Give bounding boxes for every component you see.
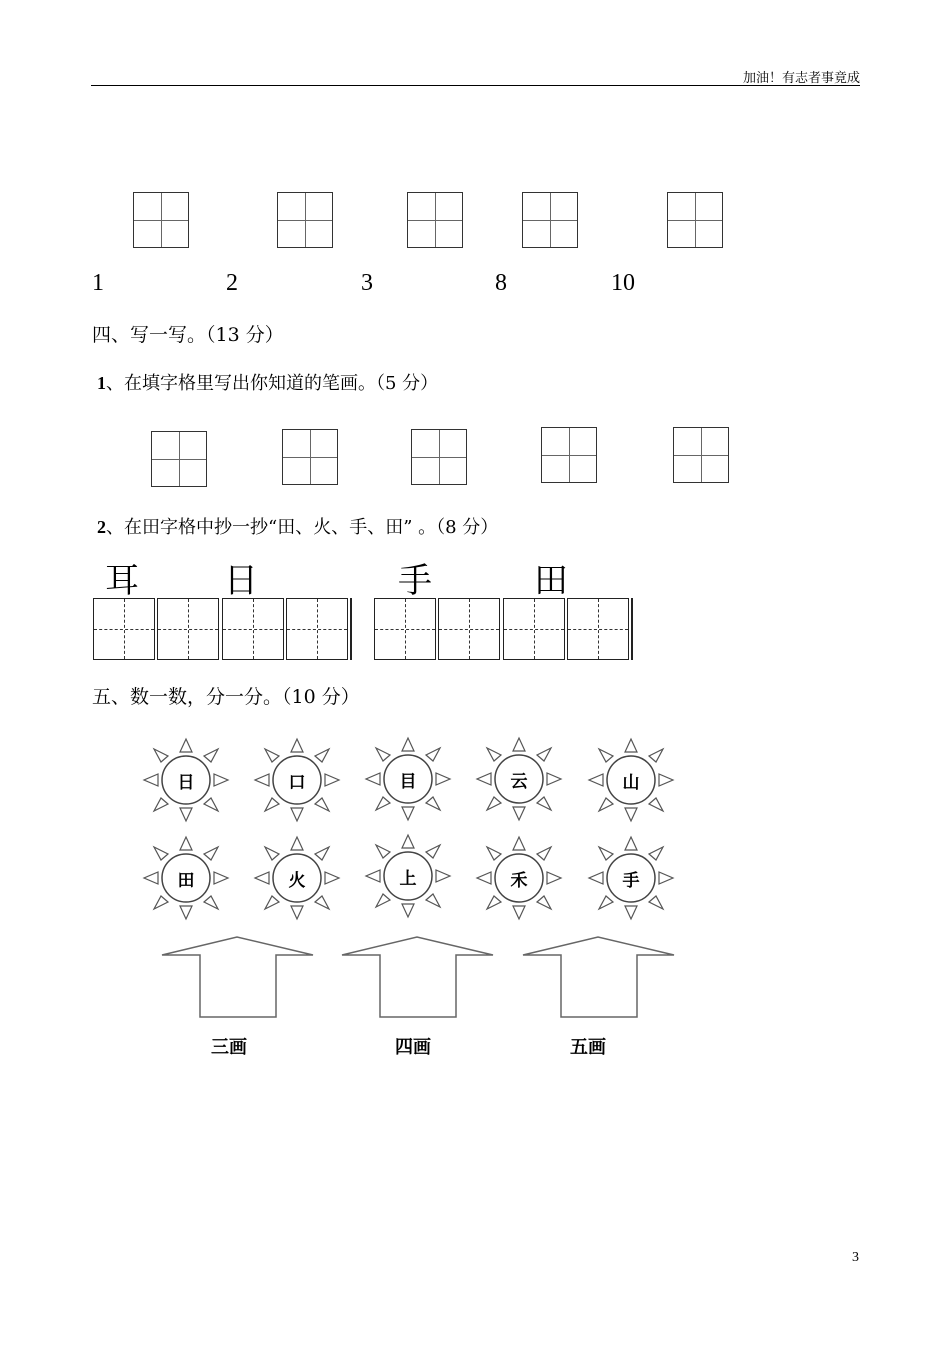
number-label: 10 bbox=[611, 270, 635, 296]
sun-char: 云 bbox=[510, 772, 528, 792]
question-1-text: 、在填字格里写出你知道的笔画。（5 分） bbox=[106, 373, 439, 394]
sun-card[interactable] bbox=[247, 737, 347, 827]
sun-char: 禾 bbox=[510, 871, 528, 891]
tian-grid-cell[interactable] bbox=[93, 598, 155, 660]
category-label: 四画 bbox=[395, 1037, 431, 1058]
question-2-text: 、在田字格中抄一抄“田、火、手、田” 。（8 分） bbox=[106, 517, 499, 538]
model-char: 田 bbox=[534, 561, 568, 601]
number-label: 3 bbox=[361, 270, 373, 296]
tian-grid-cell[interactable] bbox=[222, 598, 284, 660]
question-1 bbox=[97, 369, 438, 395]
sun-card[interactable] bbox=[358, 833, 458, 923]
stroke-box-3[interactable] bbox=[411, 429, 467, 485]
category-label: 五画 bbox=[570, 1037, 606, 1058]
model-char: 日 bbox=[224, 561, 258, 601]
house-arrow-icon[interactable] bbox=[160, 935, 315, 1020]
stroke-box-5[interactable] bbox=[673, 427, 729, 483]
model-char: 耳 bbox=[105, 561, 139, 601]
grid-divider bbox=[350, 598, 352, 660]
number-label: 1 bbox=[92, 270, 104, 296]
section-5-title: 五、数一数，分一分。（10 分） bbox=[92, 686, 360, 708]
sun-card[interactable] bbox=[136, 835, 236, 925]
tian-grid-cell[interactable] bbox=[503, 598, 565, 660]
house-arrow-icon[interactable] bbox=[340, 935, 495, 1020]
sun-card[interactable] bbox=[247, 835, 347, 925]
model-char: 手 bbox=[398, 561, 432, 601]
answer-box-5[interactable] bbox=[667, 192, 723, 248]
tian-grid-cell[interactable] bbox=[374, 598, 436, 660]
stroke-box-2[interactable] bbox=[282, 429, 338, 485]
house-arrow-icon[interactable] bbox=[521, 935, 676, 1020]
answer-box-4[interactable] bbox=[522, 192, 578, 248]
sun-char: 田 bbox=[177, 871, 195, 891]
question-2 bbox=[97, 513, 498, 539]
sun-char: 山 bbox=[622, 773, 640, 793]
category-label: 三画 bbox=[211, 1037, 247, 1058]
sun-char: 目 bbox=[399, 772, 417, 792]
sun-char: 日 bbox=[177, 773, 195, 793]
stroke-box-1[interactable] bbox=[151, 431, 207, 487]
number-label: 8 bbox=[495, 270, 507, 296]
stroke-box-4[interactable] bbox=[541, 427, 597, 483]
sun-card[interactable] bbox=[469, 736, 569, 826]
sun-char: 上 bbox=[399, 869, 417, 889]
sun-card[interactable] bbox=[469, 835, 569, 925]
answer-box-3[interactable] bbox=[407, 192, 463, 248]
sun-card[interactable] bbox=[581, 737, 681, 827]
grid-divider bbox=[631, 598, 633, 660]
sun-card[interactable] bbox=[581, 835, 681, 925]
sun-card[interactable] bbox=[136, 737, 236, 827]
answer-box-1[interactable] bbox=[133, 192, 189, 248]
page-number: 3 bbox=[852, 1250, 859, 1265]
sun-char: 手 bbox=[622, 871, 640, 891]
tian-grid-cell[interactable] bbox=[567, 598, 629, 660]
sun-char: 口 bbox=[288, 773, 306, 793]
question-1-number: 1 bbox=[97, 373, 106, 393]
number-label: 2 bbox=[226, 270, 238, 296]
header-rule bbox=[91, 85, 860, 86]
answer-box-2[interactable] bbox=[277, 192, 333, 248]
sun-card[interactable] bbox=[358, 736, 458, 826]
page-header: 加油！有志者事竟成 bbox=[742, 71, 860, 86]
sun-char: 火 bbox=[288, 871, 306, 891]
question-2-number: 2 bbox=[97, 517, 106, 537]
tian-grid-cell[interactable] bbox=[286, 598, 348, 660]
section-4-title: 四、写一写。（13 分） bbox=[92, 324, 284, 346]
tian-grid-cell[interactable] bbox=[438, 598, 500, 660]
tian-grid-cell[interactable] bbox=[157, 598, 219, 660]
